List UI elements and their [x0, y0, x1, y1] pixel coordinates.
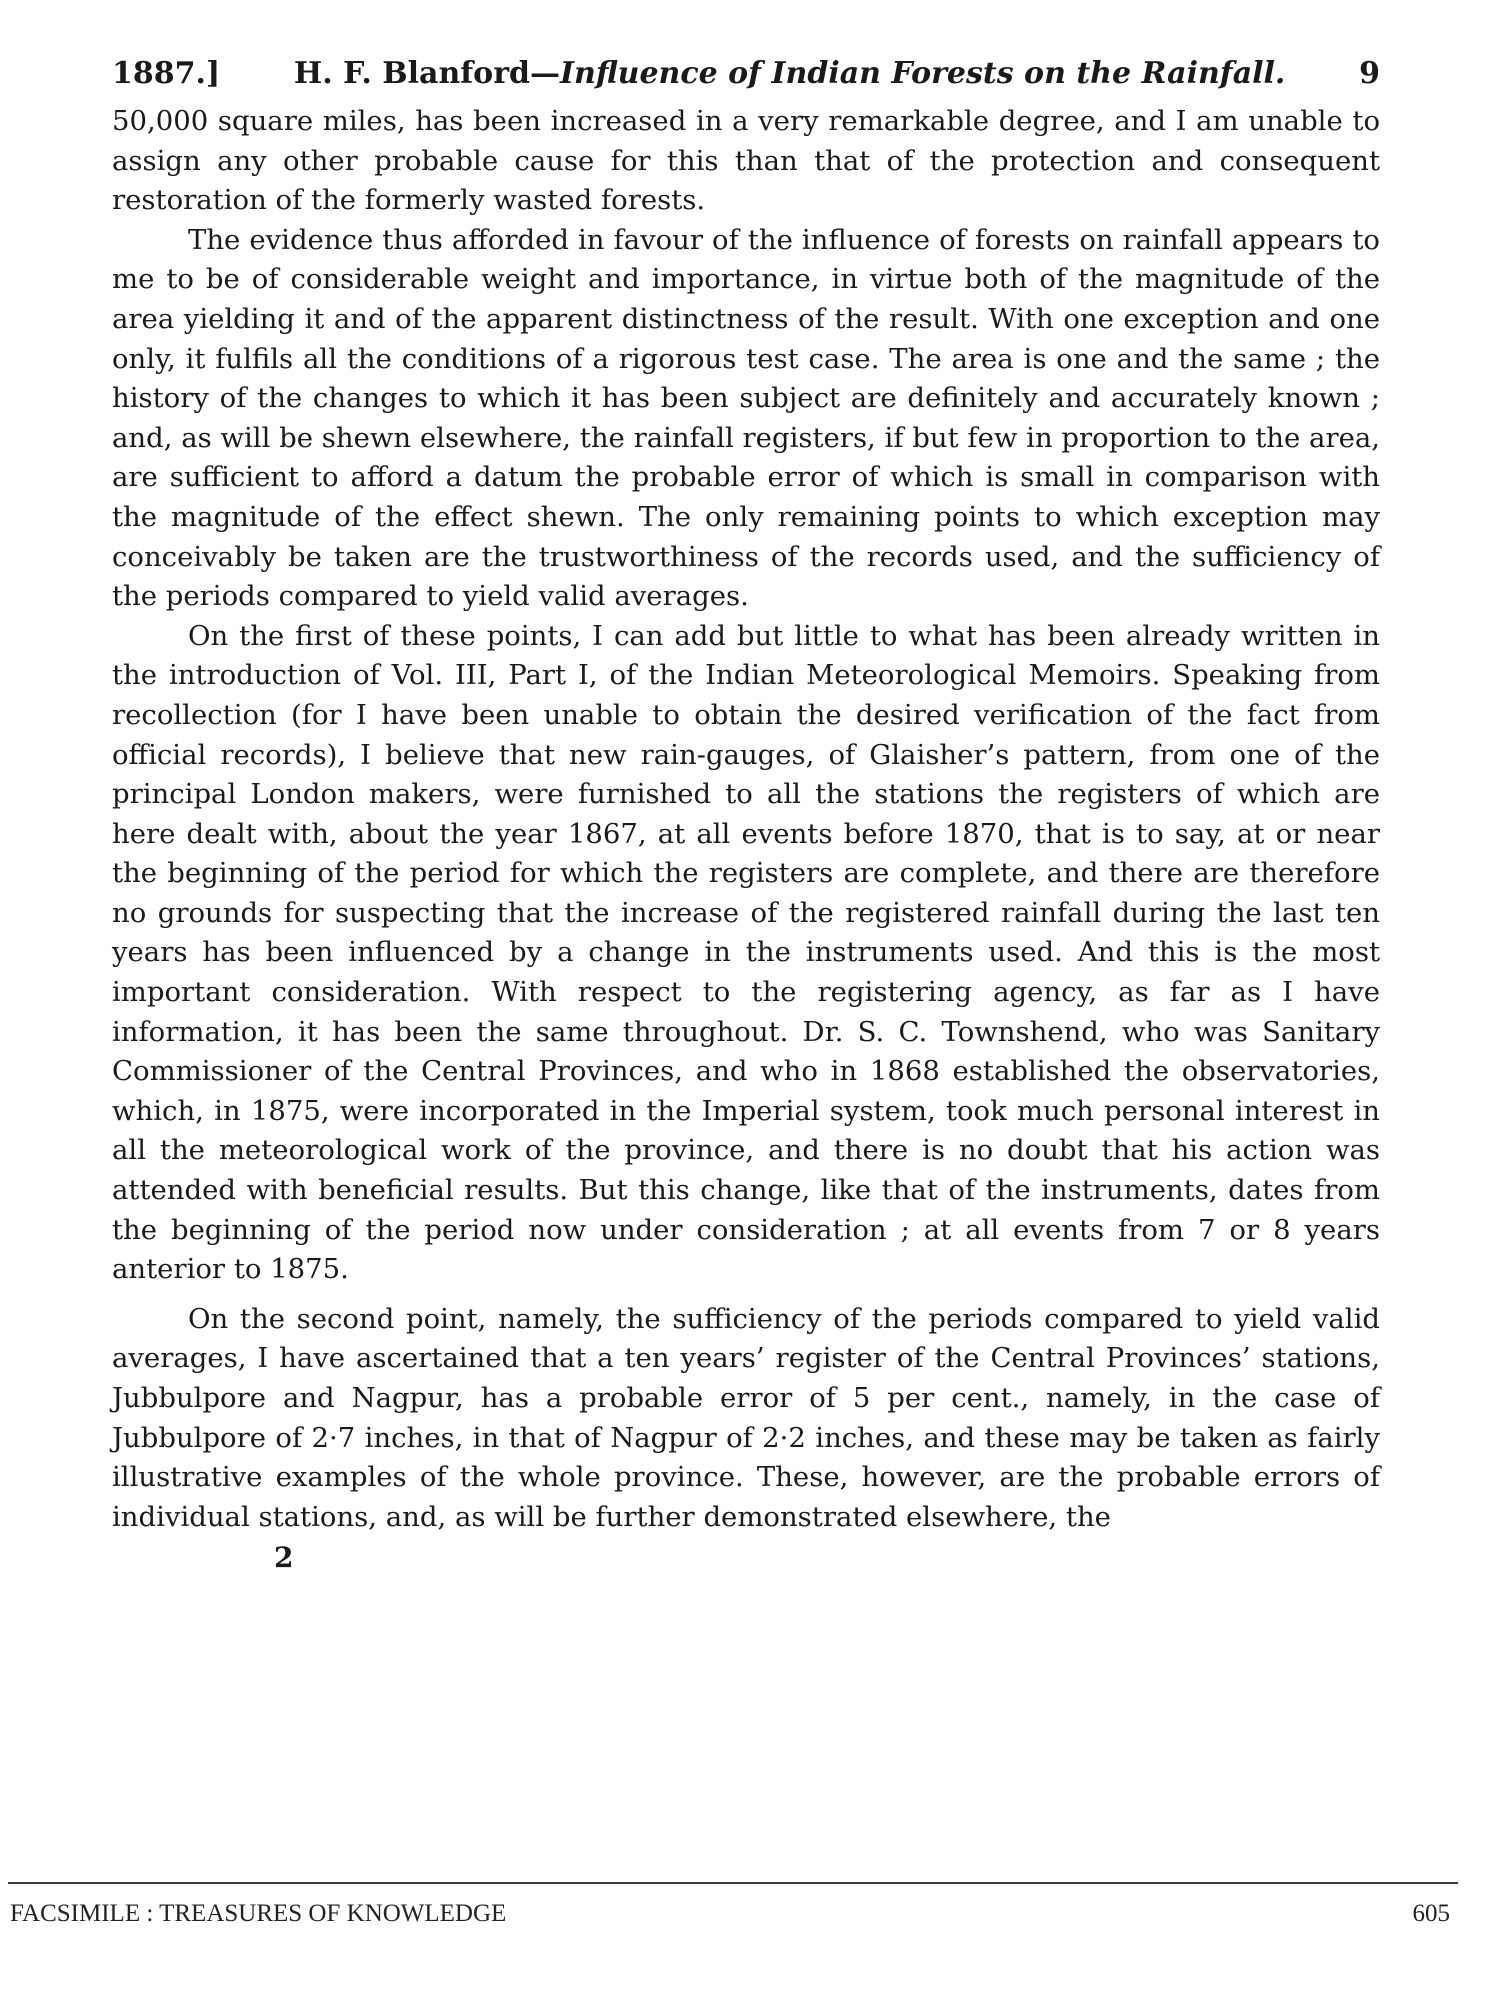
header-page-number: 9 — [1359, 56, 1380, 91]
header-year: 1887.] — [112, 56, 221, 91]
footer-page-number: 605 — [1412, 1900, 1450, 1927]
running-header — [112, 52, 1380, 96]
footer-publication: FACSIMILE : TREASURES OF KNOWLEDGE — [10, 1900, 507, 1927]
signature-mark: 2 — [274, 1541, 294, 1575]
header-citation — [294, 52, 1286, 96]
header-title: Influence of Indian Forests on the Rainfall. — [559, 56, 1286, 91]
footer-divider — [8, 1882, 1458, 1884]
header-dash: — — [529, 56, 560, 91]
page-footer — [10, 1900, 1450, 1928]
paragraph-first-point: On the first of these points, I can add but little to what has been already written in the introduction of Vol. III, Part I, of the Indian Meteorological Memoirs. Speaking from recollection (for I have been unable to obtain the desired verification of the fact from official records), I believe that new rain-gauges, of Glaisher’s pattern, from one of the principal London makers, were furnished to all the stations the registers of which are here dealt with, about the year 1867, at all events before 1870, that is to say, at or near the beginning of the period for which the registers are complete, and there are therefore no grounds for suspecting that the increase of the registered rainfall during the last ten years has been influenced by a change in the instruments used. And this is the most important consideration. With respect to the registering agency, as far as I have information, it has been the same throughout. Dr. S. C. Townshend, who was Sanitary Commissioner of the Central Provinces, and who in 1868 established the observatories, which, in 1875, were incorporated in the Imperial system, took much personal interest in all the meteorological work of the province, and there is no doubt that his action was attended with beneficial results. But this change, like that of the instruments, dates from the beginning of the period now under consideration ; at all events from 7 or 8 years anterior to 1875. — [112, 619, 1380, 1286]
header-author: H. F. Blanford — [293, 56, 530, 91]
paragraph-second-point: On the second point, namely, the sufficiency of the periods compared to yield valid averages, I have ascertained that a ten years’ register of the Central Provinces’ stations, Jubbulpore and Nagpur, has a probable error of 5 per cent., namely, in the case of Jubbulpore of 2·7 inches, in that of Nagpur of 2·2 inches, and these may be taken as fairly illustrative examples of the whole province. These, however, are the probable errors of individual stations, and, as will be further demonstrated elsewhere, the — [112, 1302, 1380, 1533]
document-page — [112, 52, 1380, 1574]
paragraph-continuation: 50,000 square miles, has been increased in a very remarkable degree, and I am unable to assign any other probable cause for this than that of the protection and consequent restoration of the formerly wasted forests. — [112, 105, 1380, 217]
paragraph-evidence: The evidence thus afforded in favour of the influence of forests on rainfall appears to me to be of considerable weight and importance, in virtue both of the magnitude of the area yielding it and of the apparent distinctness of the result. With one exception and one only, it fulfils all the conditions of a rigorous test case. The area is one and the same ; the history of the changes to which it has been subject are definitely and accurately known ; and, as will be shewn elsewhere, the rainfall registers, if but few in proportion to the area, are sufficient to afford a datum the probable error of which is small in comparison with the magnitude of the effect shewn. The only remaining points to which exception may conceivably be taken are the trustworthiness of the records used, and the sufficiency of the periods compared to yield valid averages. — [112, 223, 1380, 613]
